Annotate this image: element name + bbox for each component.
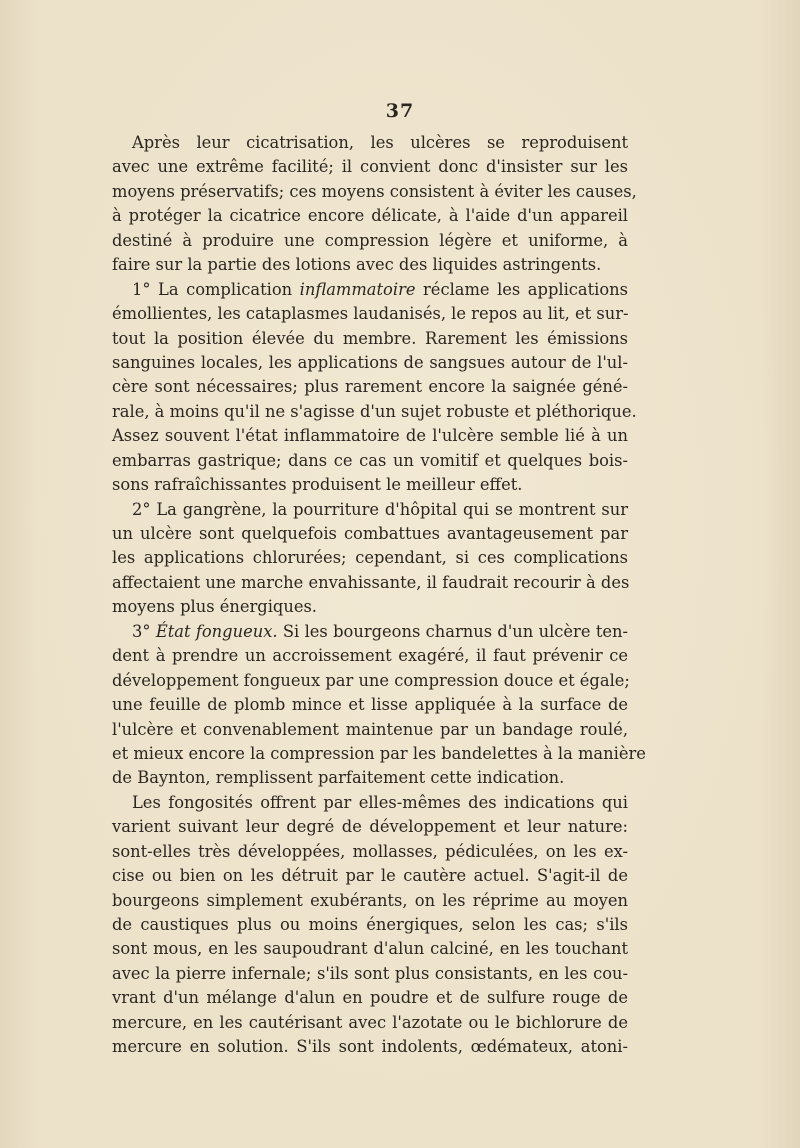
text-line xyxy=(112,693,628,717)
text-segment: mercure en solution. S'ils sont indolents, œdémateux, atoni- xyxy=(112,1037,628,1057)
text-line xyxy=(112,180,637,204)
text-line xyxy=(112,595,628,619)
text-segment: réclame les applications xyxy=(415,279,628,299)
text-line xyxy=(112,204,628,228)
page-number: 37 xyxy=(385,100,415,122)
text-segment: développement fongueux par une compression douce et égale; xyxy=(112,670,630,690)
text-line xyxy=(112,449,628,473)
text-segment: cère sont nécessaires; plus rarement encore la saignée géné- xyxy=(112,377,628,397)
text-segment: 3° xyxy=(132,621,156,641)
text-segment: les applications chlorurées; cependant, si ces complications xyxy=(112,548,628,568)
text-line xyxy=(112,986,628,1010)
body-text xyxy=(112,131,646,1060)
text-segment: vrant d'un mélange d'alun en poudre et de sulfure rouge de xyxy=(112,988,628,1008)
text-line xyxy=(112,840,628,864)
text-segment: sont mous, en les saupoudrant d'alun calciné, en les touchant xyxy=(112,939,628,959)
text-line xyxy=(112,742,646,766)
text-segment: l'ulcère et convenablement maintenue par un bandage roulé, xyxy=(112,719,628,739)
text-segment: Si les bourgeons charnus d'un ulcère ten- xyxy=(277,621,628,641)
text-line xyxy=(112,669,628,693)
text-segment: sanguines locales, les applications de sangsues autour de l'ul- xyxy=(112,352,628,372)
text-segment: de caustiques plus ou moins énergiques, selon les cas; s'ils xyxy=(112,915,628,934)
text-segment: de Baynton, remplissent parfaitement cette indication. xyxy=(112,768,565,788)
text-line xyxy=(112,375,628,399)
text-segment: et mieux encore la compression par les bandelettes à la manière xyxy=(112,743,646,763)
text-line xyxy=(112,962,628,986)
text-segment: 1° La complication xyxy=(132,279,300,299)
text-line xyxy=(112,278,628,302)
text-segment: moyens préservatifs; ces moyens consistent à éviter les causes, xyxy=(112,181,637,201)
text-segment: cise ou bien on les détruit par le cautère actuel. S'agit-il de xyxy=(112,866,628,886)
text-line xyxy=(112,155,628,179)
text-segment: sont-elles très développées, mollasses, pédiculées, on les ex- xyxy=(112,841,628,861)
text-line xyxy=(112,327,628,351)
text-line xyxy=(112,131,628,155)
text-line xyxy=(112,620,628,644)
text-segment: tout la position élevée du membre. Rarement les émissions xyxy=(112,328,628,348)
text-segment: un ulcère sont quelquefois combattues avantageusement par xyxy=(112,524,628,543)
text-segment: à protéger la cicatrice encore délicate, à l'aide d'un appareil xyxy=(112,206,628,226)
text-segment: mercure, en les cautérisant avec l'azotate ou le bichlorure de xyxy=(112,1012,628,1032)
text-line xyxy=(112,351,628,375)
text-line xyxy=(112,424,628,448)
text-line xyxy=(112,815,628,839)
text-segment: Les fongosités offrent par elles-mêmes des indications qui xyxy=(132,792,628,812)
text-segment: moyens plus énergiques. xyxy=(112,597,317,617)
text-segment: une feuille de plomb mince et lisse appliquée à la surface de xyxy=(112,695,628,715)
text-line xyxy=(112,400,637,424)
text-segment: avec une extrême facilité; il convient donc d'insister sur les xyxy=(112,157,628,177)
text-line xyxy=(112,1011,628,1035)
text-segment: avec la pierre infernale; s'ils sont plus consistants, en les cou- xyxy=(112,963,628,983)
text-segment: bourgeons simplement exubérants, on les réprime au moyen xyxy=(112,890,628,910)
text-segment: rale, à moins qu'il ne s'agisse d'un sujet robuste et pléthorique. xyxy=(112,401,637,421)
text-segment: Assez souvent l'état inflammatoire de l'ulcère semble lié à un xyxy=(112,426,628,446)
text-line xyxy=(112,473,628,497)
text-line xyxy=(112,229,628,253)
text-line xyxy=(112,791,628,815)
text-segment: dent à prendre un accroissement exagéré, il faut prévenir ce xyxy=(112,646,628,666)
text-line xyxy=(112,644,628,668)
text-line xyxy=(112,889,628,913)
text-segment: varient suivant leur degré de développement et leur nature: xyxy=(112,817,628,837)
text-segment: destiné à produire une compression légère et uniforme, à xyxy=(112,230,628,250)
text-segment: faire sur la partie des lotions avec des liquides astringents. xyxy=(112,255,602,275)
text-segment: sons rafraîchissantes produisent le meilleur effet. xyxy=(112,475,523,495)
text-line xyxy=(112,913,628,937)
text-line xyxy=(112,498,628,522)
italic-term: inflammatoire xyxy=(299,279,416,299)
text-line xyxy=(112,718,628,742)
italic-term: État fongueux. xyxy=(155,621,278,641)
text-segment: 2° La gangrène, la pourriture d'hôpital qui se montrent sur xyxy=(132,499,628,519)
text-segment: Après leur cicatrisation, les ulcères se reproduisent xyxy=(132,133,628,152)
text-segment: embarras gastrique; dans ce cas un vomitif et quelques bois- xyxy=(112,450,628,470)
text-line xyxy=(112,864,628,888)
text-line xyxy=(112,253,628,277)
text-line xyxy=(112,522,628,546)
text-line xyxy=(112,546,628,570)
text-line xyxy=(112,571,628,595)
text-segment: émollientes, les cataplasmes laudanisés, le repos au lit, et sur- xyxy=(112,304,629,324)
text-line xyxy=(112,1035,628,1059)
text-line xyxy=(112,937,628,961)
text-line xyxy=(112,302,628,326)
text-segment: affectaient une marche envahissante, il faudrait recourir à des xyxy=(112,572,630,592)
text-line xyxy=(112,766,628,790)
